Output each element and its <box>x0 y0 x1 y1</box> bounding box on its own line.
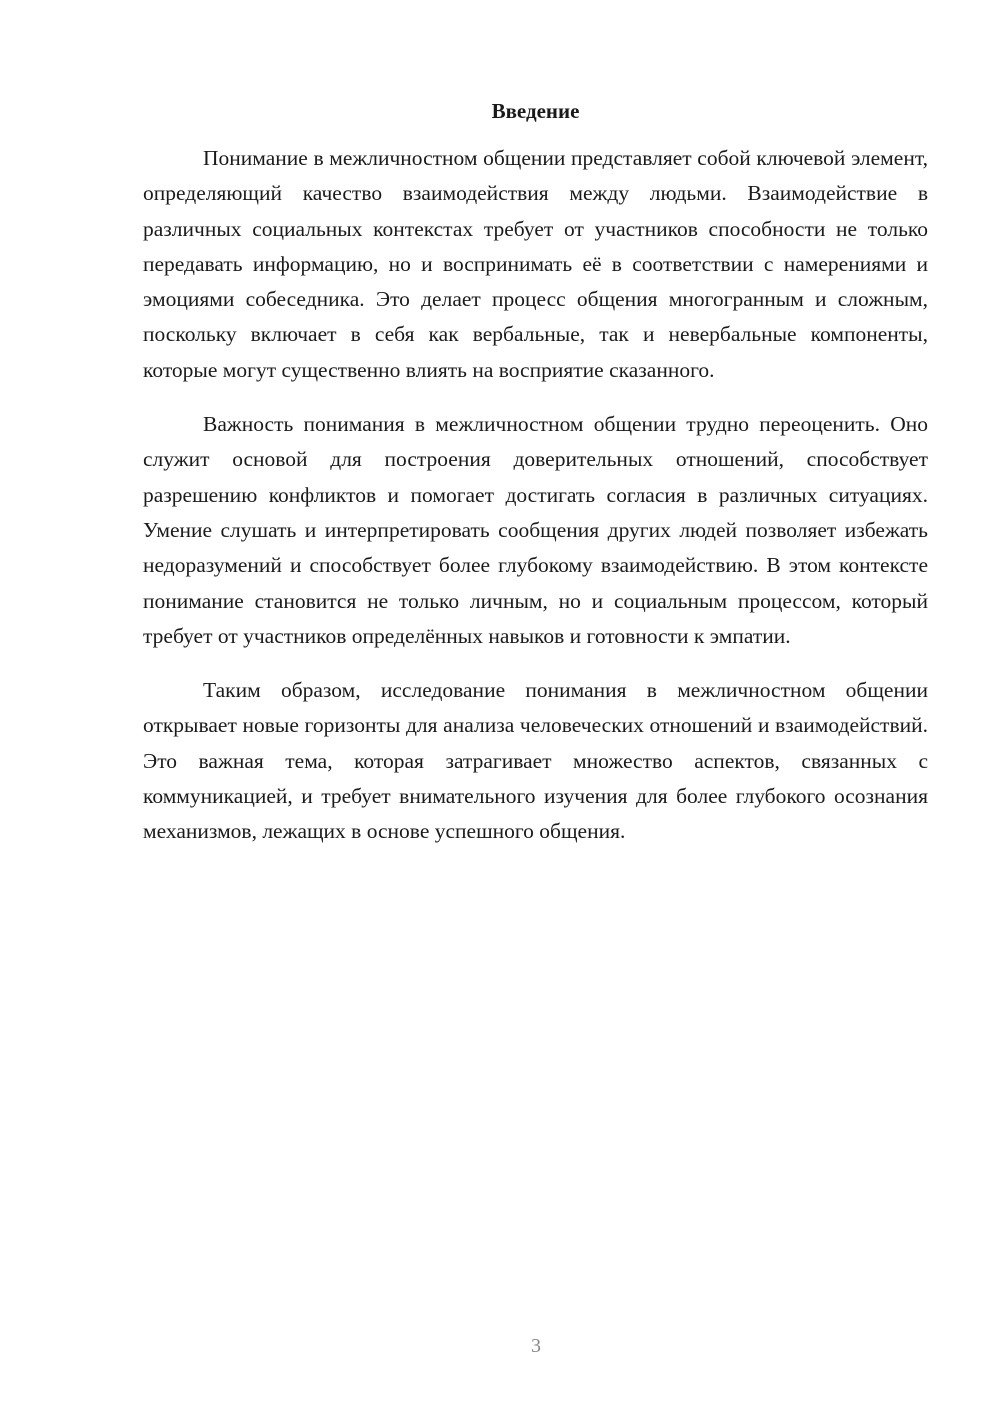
page-number: 3 <box>531 1335 541 1357</box>
paragraph-1: Понимание в межличностном общении представляет собой ключевой элемент, определяющий качество взаимодействия между людьми. Взаимодействие в различных социальных контекстах требует от участников способности не только передавать информацию, но и воспринимать её в соответствии с намерениями и эмоциями собеседника. Это делает процесс общения многогранным и сложным, поскольку включает в себя как вербальные, так и невербальные компоненты, которые могут существенно влиять на восприятие сказанного. <box>143 146 928 382</box>
section-heading: Введение <box>491 99 580 123</box>
body-text <box>143 141 928 850</box>
paragraph-3: Таким образом, исследование понимания в межличностном общении открывает новые горизонты для анализа человеческих отношений и взаимодействий. Это важная тема, которая затрагивает множество аспектов, связанных с коммуникацией, и требует внимательного изучения для более глубокого осознания механизмов, лежащих в основе успешного общения. <box>143 678 928 844</box>
paragraph-2: Важность понимания в межличностном общении трудно переоценить. Оно служит основой для построения доверительных отношений, способствует разрешению конфликтов и помогает достигать согласия в различных ситуациях. Умение слушать и интерпретировать сообщения других людей позволяет избежать недоразумений и способствует более глубокому взаимодействию. В этом контексте понимание становится не только личным, но и социальным процессом, который требует от участников определённых навыков и готовности к эмпатии. <box>143 412 928 648</box>
